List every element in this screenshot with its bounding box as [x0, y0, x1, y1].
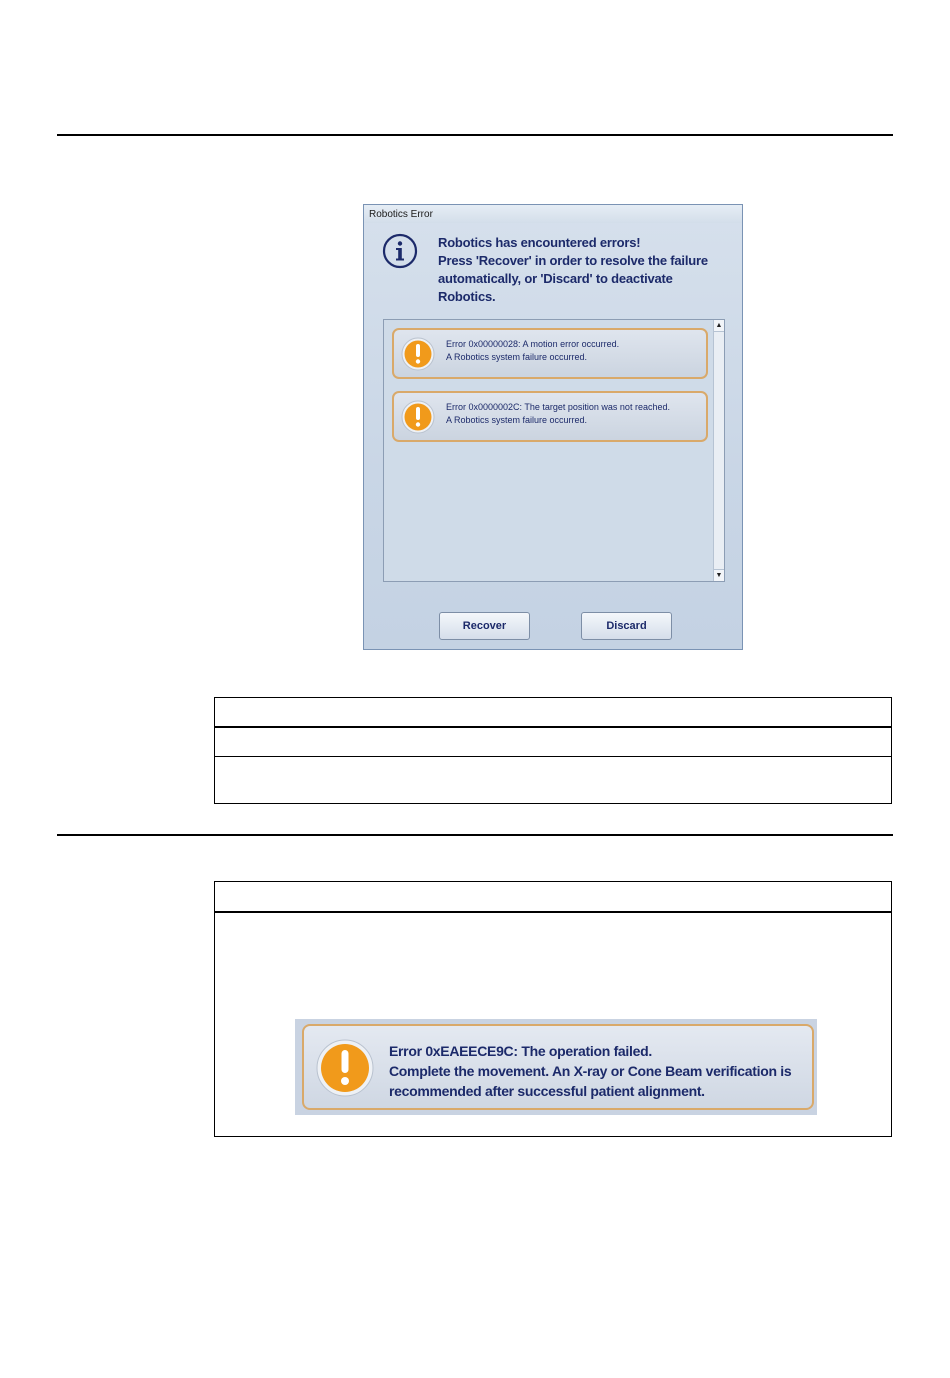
error-card-large-text — [389, 1041, 791, 1101]
scroll-up-icon[interactable]: ▲ — [714, 320, 724, 332]
error-code-line: Error 0xEAEECE9C: The operation failed. — [389, 1043, 652, 1059]
info-table-1 — [214, 697, 892, 804]
section-divider-top — [57, 134, 893, 136]
error-list[interactable] — [383, 319, 725, 582]
dialog-message-line: Robotics. — [438, 289, 496, 304]
section-divider-middle — [57, 834, 893, 836]
error-card-large — [302, 1024, 814, 1110]
warning-icon — [401, 337, 435, 371]
error-card-text — [446, 338, 619, 364]
warning-icon — [316, 1039, 374, 1097]
dialog-message — [438, 234, 738, 306]
dialog-message-line: Press 'Recover' in order to resolve the failure — [438, 253, 708, 268]
error-detail-line: Complete the movement. An X-ray or Cone Beam verification is — [389, 1063, 792, 1079]
error-list-scrollbar[interactable] — [713, 320, 724, 581]
info-icon — [382, 233, 418, 269]
error-card[interactable] — [392, 391, 708, 442]
dialog-message-line: Robotics has encountered errors! — [438, 235, 641, 250]
error-card[interactable] — [392, 328, 708, 379]
dialog-title-bar — [364, 205, 742, 223]
robotics-error-dialog — [363, 204, 743, 650]
scroll-down-icon[interactable]: ▼ — [714, 569, 724, 581]
error-card-text — [446, 401, 670, 427]
error-code-line: Error 0x00000028: A motion error occurred. — [446, 339, 620, 349]
warning-icon — [401, 400, 435, 434]
table-row-divider — [215, 911, 891, 913]
table-row-divider — [215, 756, 891, 757]
error-message-snippet — [295, 1019, 817, 1115]
recover-button[interactable]: Recover — [439, 612, 530, 640]
info-table-2 — [214, 881, 892, 1137]
table-row-divider — [215, 726, 891, 728]
dialog-title: Robotics Error — [369, 209, 433, 220]
error-detail-line: A Robotics system failure occurred. — [446, 415, 588, 425]
dialog-message-line: automatically, or 'Discard' to deactivate — [438, 271, 673, 286]
error-detail-line: recommended after successful patient alignment. — [389, 1083, 705, 1099]
error-detail-line: A Robotics system failure occurred. — [446, 352, 588, 362]
error-code-line: Error 0x0000002C: The target position was not reached. — [446, 402, 670, 412]
discard-button[interactable]: Discard — [581, 612, 672, 640]
